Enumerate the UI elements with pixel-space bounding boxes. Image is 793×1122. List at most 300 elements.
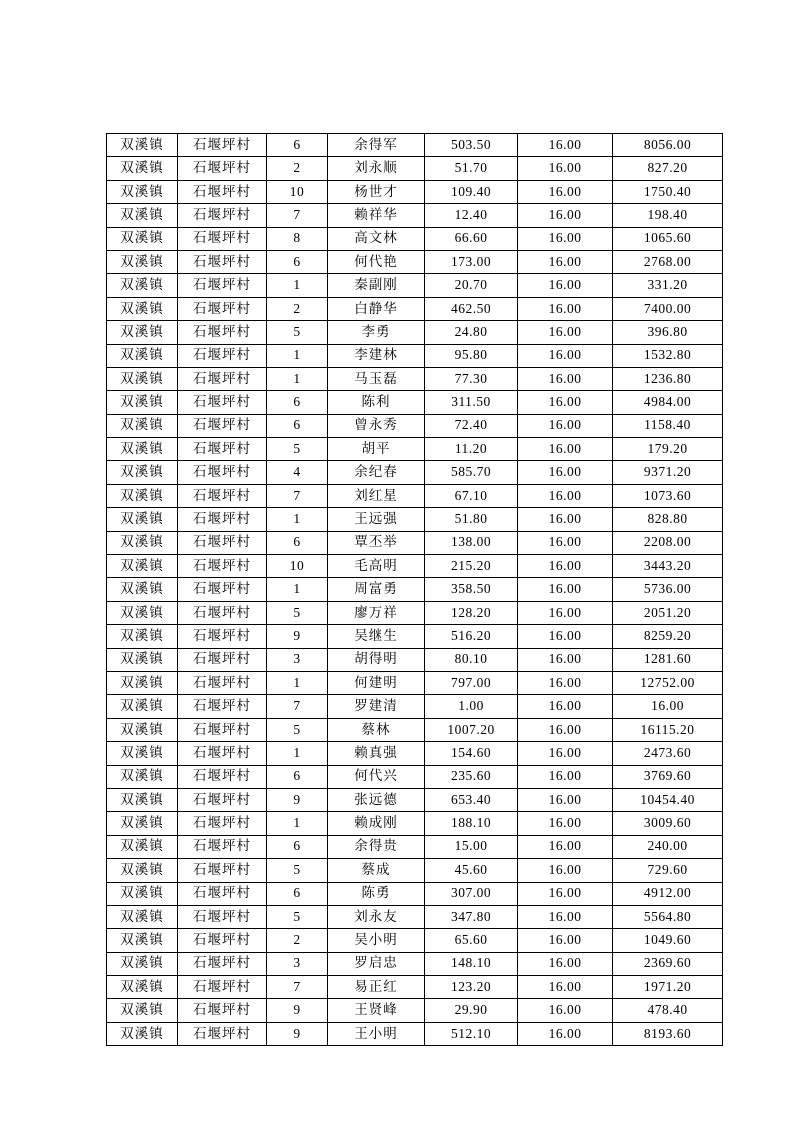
table-row: [107, 461, 723, 484]
cell-name: 赖成刚: [328, 812, 425, 835]
cell-rate: 16.00: [518, 578, 613, 601]
cell-group: 9: [267, 999, 328, 1022]
cell-name: 何建明: [328, 671, 425, 694]
cell-name: 曾永秀: [328, 414, 425, 437]
cell-name: 蔡成: [328, 859, 425, 882]
cell-area: 138.00: [425, 531, 518, 554]
cell-group: 3: [267, 648, 328, 671]
cell-rate: 16.00: [518, 484, 613, 507]
cell-town: 双溪镇: [107, 812, 178, 835]
cell-name: 杨世才: [328, 180, 425, 203]
cell-name: 刘永友: [328, 905, 425, 928]
cell-group: 1: [267, 508, 328, 531]
cell-town: 双溪镇: [107, 227, 178, 250]
cell-amount: 1281.60: [613, 648, 723, 671]
cell-area: 503.50: [425, 134, 518, 157]
cell-name: 马玉磊: [328, 367, 425, 390]
cell-rate: 16.00: [518, 157, 613, 180]
cell-town: 双溪镇: [107, 344, 178, 367]
cell-rate: 16.00: [518, 227, 613, 250]
cell-area: 123.20: [425, 976, 518, 999]
cell-amount: 10454.40: [613, 788, 723, 811]
cell-amount: 1971.20: [613, 976, 723, 999]
cell-name: 余得贵: [328, 835, 425, 858]
cell-group: 5: [267, 718, 328, 741]
table-row: [107, 367, 723, 390]
cell-village: 石堰坪村: [178, 250, 267, 273]
cell-town: 双溪镇: [107, 274, 178, 297]
table-row: [107, 742, 723, 765]
cell-group: 1: [267, 671, 328, 694]
cell-group: 3: [267, 952, 328, 975]
cell-name: 陈利: [328, 391, 425, 414]
cell-area: 462.50: [425, 297, 518, 320]
cell-rate: 16.00: [518, 367, 613, 390]
table-row: [107, 508, 723, 531]
cell-area: 67.10: [425, 484, 518, 507]
table-row: [107, 788, 723, 811]
table-row: [107, 274, 723, 297]
cell-amount: 3769.60: [613, 765, 723, 788]
cell-rate: 16.00: [518, 508, 613, 531]
cell-village: 石堰坪村: [178, 671, 267, 694]
cell-group: 7: [267, 695, 328, 718]
cell-name: 李建林: [328, 344, 425, 367]
cell-area: 29.90: [425, 999, 518, 1022]
cell-town: 双溪镇: [107, 134, 178, 157]
cell-area: 512.10: [425, 1022, 518, 1045]
table-row: [107, 952, 723, 975]
cell-amount: 2473.60: [613, 742, 723, 765]
cell-rate: 16.00: [518, 344, 613, 367]
table-row: [107, 484, 723, 507]
cell-area: 128.20: [425, 601, 518, 624]
cell-amount: 8259.20: [613, 625, 723, 648]
cell-group: 1: [267, 274, 328, 297]
cell-town: 双溪镇: [107, 929, 178, 952]
cell-village: 石堰坪村: [178, 274, 267, 297]
cell-village: 石堰坪村: [178, 742, 267, 765]
cell-amount: 16.00: [613, 695, 723, 718]
cell-group: 5: [267, 321, 328, 344]
cell-rate: 16.00: [518, 788, 613, 811]
cell-amount: 2369.60: [613, 952, 723, 975]
cell-town: 双溪镇: [107, 671, 178, 694]
cell-group: 6: [267, 414, 328, 437]
cell-village: 石堰坪村: [178, 157, 267, 180]
cell-town: 双溪镇: [107, 695, 178, 718]
cell-village: 石堰坪村: [178, 905, 267, 928]
cell-rate: 16.00: [518, 555, 613, 578]
cell-amount: 4984.00: [613, 391, 723, 414]
cell-area: 77.30: [425, 367, 518, 390]
cell-area: 65.60: [425, 929, 518, 952]
cell-village: 石堰坪村: [178, 508, 267, 531]
cell-amount: 1532.80: [613, 344, 723, 367]
cell-group: 6: [267, 134, 328, 157]
cell-rate: 16.00: [518, 134, 613, 157]
table-row: [107, 321, 723, 344]
subsidy-table-container: [106, 133, 695, 1046]
table-row: [107, 976, 723, 999]
cell-name: 秦副刚: [328, 274, 425, 297]
table-row: [107, 344, 723, 367]
cell-rate: 16.00: [518, 321, 613, 344]
cell-amount: 7400.00: [613, 297, 723, 320]
cell-area: 15.00: [425, 835, 518, 858]
cell-area: 215.20: [425, 555, 518, 578]
cell-amount: 4912.00: [613, 882, 723, 905]
cell-name: 廖万祥: [328, 601, 425, 624]
cell-area: 95.80: [425, 344, 518, 367]
cell-name: 吴小明: [328, 929, 425, 952]
cell-town: 双溪镇: [107, 999, 178, 1022]
cell-name: 王远强: [328, 508, 425, 531]
cell-name: 张远德: [328, 788, 425, 811]
cell-rate: 16.00: [518, 250, 613, 273]
cell-name: 赖真强: [328, 742, 425, 765]
cell-area: 66.60: [425, 227, 518, 250]
cell-group: 6: [267, 531, 328, 554]
cell-town: 双溪镇: [107, 531, 178, 554]
table-row: [107, 1022, 723, 1045]
cell-name: 吴继生: [328, 625, 425, 648]
cell-group: 9: [267, 788, 328, 811]
cell-area: 653.40: [425, 788, 518, 811]
cell-rate: 16.00: [518, 461, 613, 484]
cell-village: 石堰坪村: [178, 227, 267, 250]
cell-group: 1: [267, 812, 328, 835]
cell-rate: 16.00: [518, 999, 613, 1022]
cell-group: 1: [267, 344, 328, 367]
cell-name: 王小明: [328, 1022, 425, 1045]
table-row: [107, 391, 723, 414]
table-row: [107, 929, 723, 952]
cell-name: 罗启忠: [328, 952, 425, 975]
cell-amount: 179.20: [613, 438, 723, 461]
cell-group: 6: [267, 391, 328, 414]
cell-town: 双溪镇: [107, 555, 178, 578]
cell-town: 双溪镇: [107, 1022, 178, 1045]
cell-name: 白静华: [328, 297, 425, 320]
cell-area: 235.60: [425, 765, 518, 788]
cell-name: 罗建清: [328, 695, 425, 718]
cell-amount: 478.40: [613, 999, 723, 1022]
cell-amount: 1158.40: [613, 414, 723, 437]
cell-rate: 16.00: [518, 414, 613, 437]
cell-area: 51.80: [425, 508, 518, 531]
cell-amount: 1049.60: [613, 929, 723, 952]
cell-area: 173.00: [425, 250, 518, 273]
cell-name: 何代兴: [328, 765, 425, 788]
cell-area: 516.20: [425, 625, 518, 648]
cell-amount: 729.60: [613, 859, 723, 882]
cell-amount: 331.20: [613, 274, 723, 297]
cell-town: 双溪镇: [107, 625, 178, 648]
cell-village: 石堰坪村: [178, 765, 267, 788]
cell-amount: 828.80: [613, 508, 723, 531]
cell-name: 陈勇: [328, 882, 425, 905]
cell-area: 797.00: [425, 671, 518, 694]
cell-rate: 16.00: [518, 742, 613, 765]
cell-amount: 5564.80: [613, 905, 723, 928]
cell-town: 双溪镇: [107, 835, 178, 858]
cell-rate: 16.00: [518, 531, 613, 554]
table-row: [107, 835, 723, 858]
cell-town: 双溪镇: [107, 742, 178, 765]
table-row: [107, 414, 723, 437]
cell-group: 5: [267, 438, 328, 461]
cell-town: 双溪镇: [107, 788, 178, 811]
cell-area: 72.40: [425, 414, 518, 437]
table-row: [107, 812, 723, 835]
cell-rate: 16.00: [518, 952, 613, 975]
cell-town: 双溪镇: [107, 204, 178, 227]
cell-town: 双溪镇: [107, 297, 178, 320]
cell-village: 石堰坪村: [178, 601, 267, 624]
table-row: [107, 905, 723, 928]
cell-amount: 16115.20: [613, 718, 723, 741]
cell-name: 覃丕举: [328, 531, 425, 554]
cell-village: 石堰坪村: [178, 344, 267, 367]
cell-rate: 16.00: [518, 882, 613, 905]
cell-town: 双溪镇: [107, 905, 178, 928]
cell-town: 双溪镇: [107, 952, 178, 975]
cell-name: 赖祥华: [328, 204, 425, 227]
cell-area: 51.70: [425, 157, 518, 180]
cell-area: 11.20: [425, 438, 518, 461]
cell-rate: 16.00: [518, 297, 613, 320]
cell-rate: 16.00: [518, 671, 613, 694]
table-row: [107, 625, 723, 648]
table-row: [107, 134, 723, 157]
cell-name: 胡平: [328, 438, 425, 461]
cell-area: 347.80: [425, 905, 518, 928]
cell-group: 1: [267, 367, 328, 390]
cell-name: 蔡林: [328, 718, 425, 741]
cell-area: 1007.20: [425, 718, 518, 741]
cell-group: 7: [267, 976, 328, 999]
table-row: [107, 999, 723, 1022]
cell-name: 周富勇: [328, 578, 425, 601]
cell-village: 石堰坪村: [178, 438, 267, 461]
cell-town: 双溪镇: [107, 976, 178, 999]
cell-village: 石堰坪村: [178, 180, 267, 203]
cell-group: 4: [267, 461, 328, 484]
cell-area: 154.60: [425, 742, 518, 765]
cell-group: 2: [267, 929, 328, 952]
cell-group: 6: [267, 765, 328, 788]
cell-amount: 9371.20: [613, 461, 723, 484]
cell-amount: 1065.60: [613, 227, 723, 250]
cell-amount: 2051.20: [613, 601, 723, 624]
table-row: [107, 648, 723, 671]
cell-village: 石堰坪村: [178, 391, 267, 414]
cell-village: 石堰坪村: [178, 812, 267, 835]
cell-village: 石堰坪村: [178, 999, 267, 1022]
subsidy-table: [106, 133, 723, 1046]
cell-town: 双溪镇: [107, 484, 178, 507]
cell-area: 188.10: [425, 812, 518, 835]
cell-area: 311.50: [425, 391, 518, 414]
cell-area: 12.40: [425, 204, 518, 227]
cell-amount: 1750.40: [613, 180, 723, 203]
cell-town: 双溪镇: [107, 718, 178, 741]
table-row: [107, 531, 723, 554]
cell-village: 石堰坪村: [178, 555, 267, 578]
cell-village: 石堰坪村: [178, 134, 267, 157]
cell-rate: 16.00: [518, 835, 613, 858]
cell-village: 石堰坪村: [178, 718, 267, 741]
table-row: [107, 180, 723, 203]
cell-amount: 3443.20: [613, 555, 723, 578]
cell-rate: 16.00: [518, 695, 613, 718]
cell-village: 石堰坪村: [178, 929, 267, 952]
table-row: [107, 765, 723, 788]
cell-town: 双溪镇: [107, 508, 178, 531]
cell-name: 刘永顺: [328, 157, 425, 180]
cell-name: 刘红星: [328, 484, 425, 507]
cell-area: 307.00: [425, 882, 518, 905]
cell-amount: 2208.00: [613, 531, 723, 554]
cell-town: 双溪镇: [107, 414, 178, 437]
cell-amount: 8193.60: [613, 1022, 723, 1045]
cell-area: 109.40: [425, 180, 518, 203]
cell-rate: 16.00: [518, 976, 613, 999]
cell-area: 24.80: [425, 321, 518, 344]
cell-village: 石堰坪村: [178, 1022, 267, 1045]
cell-name: 胡得明: [328, 648, 425, 671]
cell-village: 石堰坪村: [178, 484, 267, 507]
cell-village: 石堰坪村: [178, 204, 267, 227]
cell-rate: 16.00: [518, 625, 613, 648]
table-row: [107, 671, 723, 694]
cell-rate: 16.00: [518, 391, 613, 414]
cell-town: 双溪镇: [107, 157, 178, 180]
cell-area: 45.60: [425, 859, 518, 882]
cell-town: 双溪镇: [107, 180, 178, 203]
table-row: [107, 695, 723, 718]
table-row: [107, 204, 723, 227]
cell-group: 5: [267, 905, 328, 928]
cell-town: 双溪镇: [107, 648, 178, 671]
cell-rate: 16.00: [518, 929, 613, 952]
cell-village: 石堰坪村: [178, 414, 267, 437]
cell-group: 10: [267, 180, 328, 203]
cell-amount: 396.80: [613, 321, 723, 344]
cell-amount: 240.00: [613, 835, 723, 858]
cell-village: 石堰坪村: [178, 859, 267, 882]
cell-village: 石堰坪村: [178, 788, 267, 811]
cell-name: 何代艳: [328, 250, 425, 273]
cell-group: 6: [267, 882, 328, 905]
cell-village: 石堰坪村: [178, 367, 267, 390]
cell-group: 9: [267, 625, 328, 648]
cell-group: 1: [267, 578, 328, 601]
cell-rate: 16.00: [518, 1022, 613, 1045]
cell-amount: 1236.80: [613, 367, 723, 390]
cell-town: 双溪镇: [107, 578, 178, 601]
cell-town: 双溪镇: [107, 250, 178, 273]
cell-village: 石堰坪村: [178, 835, 267, 858]
table-row: [107, 438, 723, 461]
cell-town: 双溪镇: [107, 438, 178, 461]
cell-area: 148.10: [425, 952, 518, 975]
cell-area: 1.00: [425, 695, 518, 718]
cell-rate: 16.00: [518, 812, 613, 835]
table-row: [107, 227, 723, 250]
cell-rate: 16.00: [518, 765, 613, 788]
cell-town: 双溪镇: [107, 859, 178, 882]
table-row: [107, 859, 723, 882]
cell-village: 石堰坪村: [178, 461, 267, 484]
cell-amount: 2768.00: [613, 250, 723, 273]
cell-rate: 16.00: [518, 718, 613, 741]
cell-area: 358.50: [425, 578, 518, 601]
table-row: [107, 250, 723, 273]
table-body: [107, 134, 723, 1046]
cell-amount: 8056.00: [613, 134, 723, 157]
cell-group: 1: [267, 742, 328, 765]
cell-village: 石堰坪村: [178, 648, 267, 671]
cell-group: 2: [267, 297, 328, 320]
table-row: [107, 718, 723, 741]
cell-group: 7: [267, 204, 328, 227]
cell-village: 石堰坪村: [178, 321, 267, 344]
cell-village: 石堰坪村: [178, 578, 267, 601]
table-row: [107, 297, 723, 320]
cell-rate: 16.00: [518, 905, 613, 928]
cell-group: 2: [267, 157, 328, 180]
cell-group: 6: [267, 835, 328, 858]
cell-town: 双溪镇: [107, 882, 178, 905]
cell-rate: 16.00: [518, 274, 613, 297]
cell-rate: 16.00: [518, 204, 613, 227]
cell-area: 20.70: [425, 274, 518, 297]
cell-area: 585.70: [425, 461, 518, 484]
cell-town: 双溪镇: [107, 391, 178, 414]
cell-group: 6: [267, 250, 328, 273]
table-row: [107, 555, 723, 578]
cell-group: 5: [267, 601, 328, 624]
cell-village: 石堰坪村: [178, 531, 267, 554]
cell-village: 石堰坪村: [178, 625, 267, 648]
cell-group: 7: [267, 484, 328, 507]
cell-group: 5: [267, 859, 328, 882]
cell-rate: 16.00: [518, 859, 613, 882]
cell-amount: 827.20: [613, 157, 723, 180]
table-row: [107, 882, 723, 905]
cell-name: 李勇: [328, 321, 425, 344]
cell-town: 双溪镇: [107, 461, 178, 484]
cell-amount: 3009.60: [613, 812, 723, 835]
table-row: [107, 601, 723, 624]
table-row: [107, 157, 723, 180]
cell-village: 石堰坪村: [178, 882, 267, 905]
cell-area: 80.10: [425, 648, 518, 671]
cell-village: 石堰坪村: [178, 976, 267, 999]
cell-amount: 198.40: [613, 204, 723, 227]
table-row: [107, 578, 723, 601]
cell-village: 石堰坪村: [178, 695, 267, 718]
cell-amount: 12752.00: [613, 671, 723, 694]
cell-town: 双溪镇: [107, 765, 178, 788]
cell-town: 双溪镇: [107, 601, 178, 624]
cell-town: 双溪镇: [107, 367, 178, 390]
cell-rate: 16.00: [518, 601, 613, 624]
cell-name: 余纪春: [328, 461, 425, 484]
cell-group: 10: [267, 555, 328, 578]
